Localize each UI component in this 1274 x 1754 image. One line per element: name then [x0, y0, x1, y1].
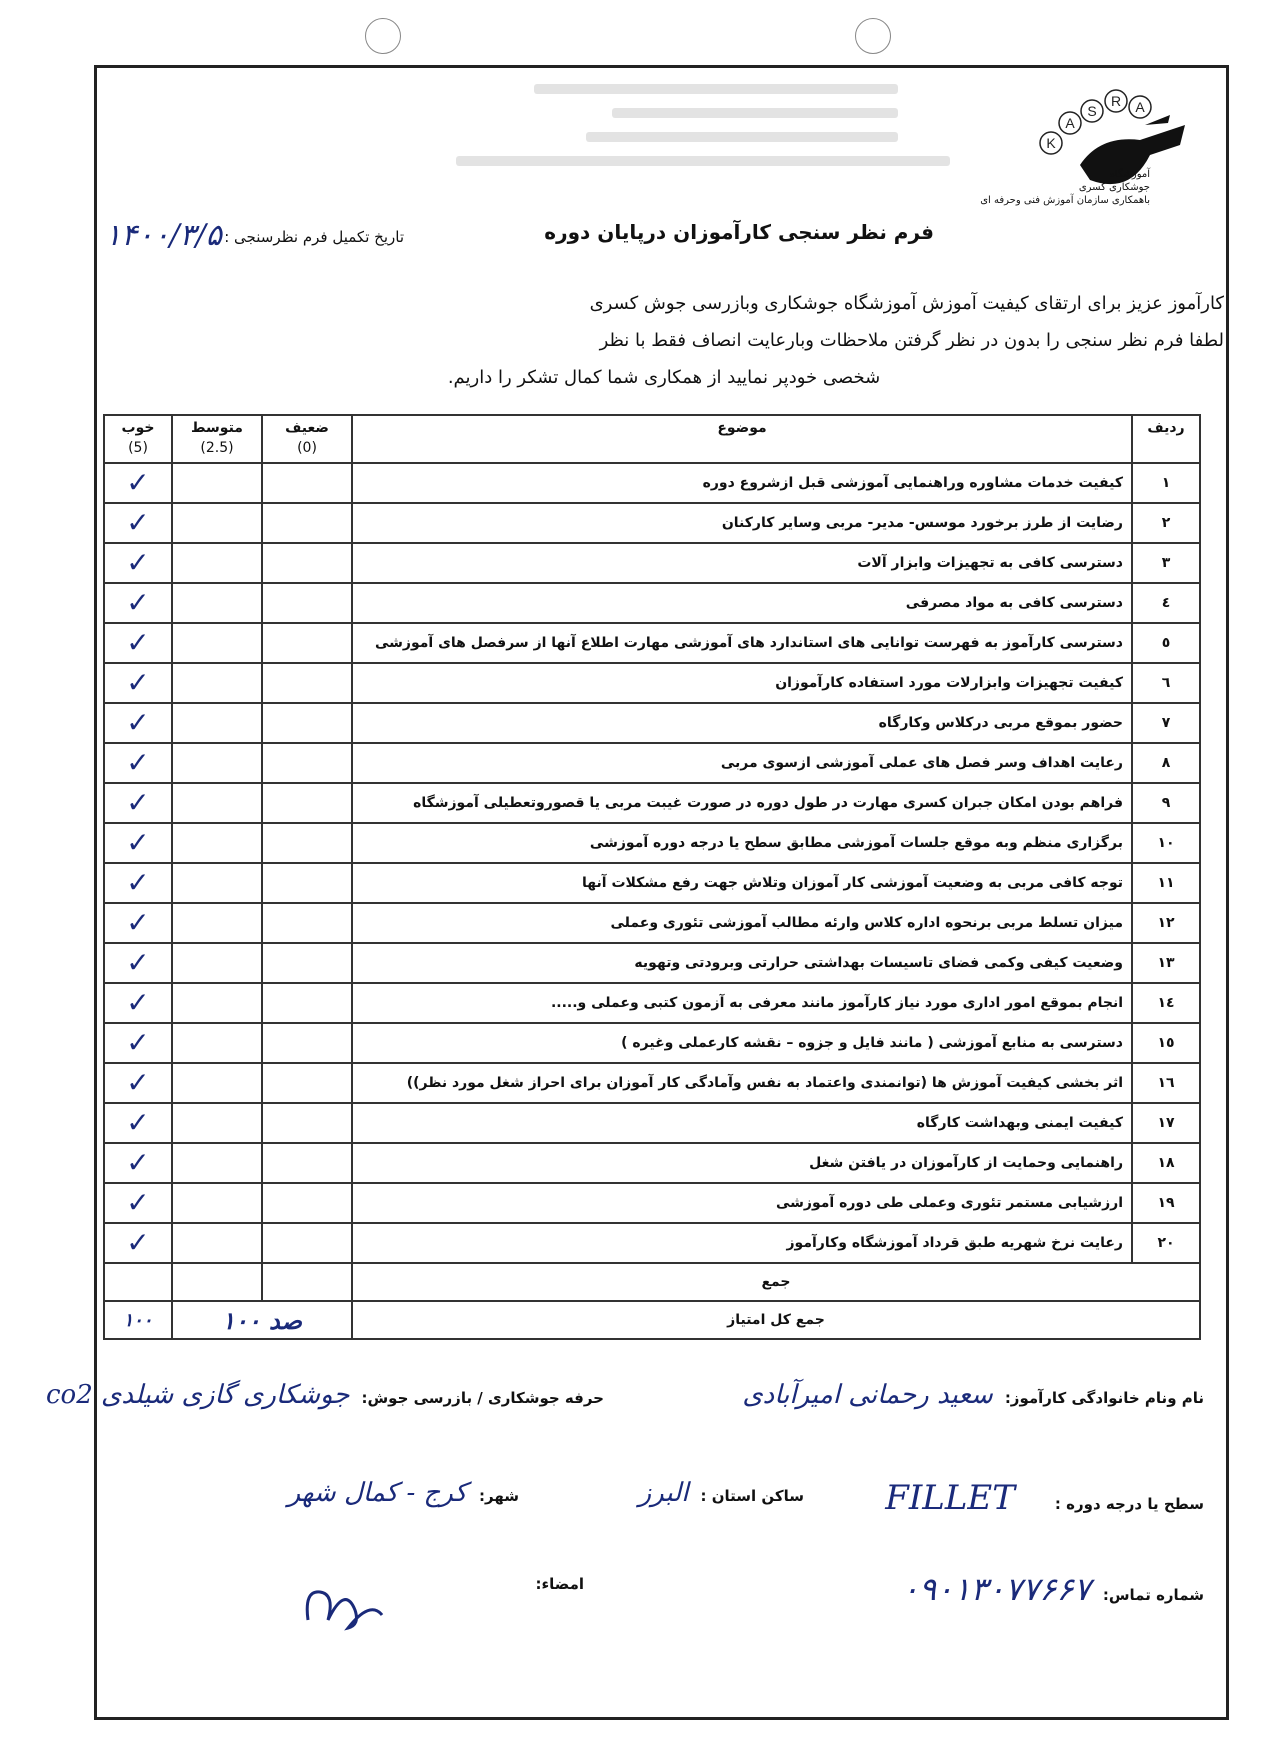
rating-good-cell[interactable] — [104, 823, 172, 863]
rating-good-cell[interactable] — [104, 1143, 172, 1183]
rating-good-cell[interactable] — [104, 743, 172, 783]
row-number: ۱٦ — [1132, 1063, 1200, 1103]
checkmark-icon: ✓ — [126, 906, 150, 939]
rating-weak-cell[interactable] — [262, 1023, 352, 1063]
row-number: ۱۹ — [1132, 1183, 1200, 1223]
rating-good-cell[interactable] — [104, 863, 172, 903]
rating-good-cell[interactable] — [104, 503, 172, 543]
checkmark-icon: ✓ — [126, 666, 150, 699]
total-handwritten[interactable]: صد ۱۰۰ — [172, 1301, 352, 1339]
date-label: تاریخ تکمیل فرم نظرسنجی : — [224, 228, 404, 246]
rating-mid-cell[interactable] — [172, 1063, 262, 1103]
rating-good-cell[interactable] — [104, 1063, 172, 1103]
phone-field — [902, 1570, 1204, 1608]
table-row — [104, 903, 1200, 943]
header-num: ردیف — [1132, 415, 1200, 463]
rating-mid-cell[interactable] — [172, 1103, 262, 1143]
row-topic: کیفیت تجهیزات وابزارلات مورد استفاده کارآموزان — [352, 663, 1132, 703]
rating-good-cell[interactable] — [104, 943, 172, 983]
rating-good-cell[interactable] — [104, 1103, 172, 1143]
city-value[interactable]: کرج - کمال شهر — [287, 1478, 468, 1508]
level-field — [885, 1478, 1204, 1518]
row-number: ۷ — [1132, 703, 1200, 743]
checkmark-icon: ✓ — [126, 946, 150, 979]
rating-good-cell[interactable] — [104, 703, 172, 743]
rating-weak-cell[interactable] — [262, 1223, 352, 1263]
rating-weak-cell[interactable] — [262, 983, 352, 1023]
rating-mid-cell[interactable] — [172, 663, 262, 703]
row-number: ٤ — [1132, 583, 1200, 623]
rating-mid-cell[interactable] — [172, 863, 262, 903]
intro-paragraph: کارآموز عزیز برای ارتقای کیفیت آموزش آموزشگاه جوشکاری وبازرسی جوش کسری لطفا فرم نظر سنجی را بدون در نظر گرفتن ملاحظات وبارعایت انصاف فقط با نظر شخصی خودپر نمایید از همکاری شما کمال تشکر را داریم. — [447, 293, 1224, 388]
rating-weak-cell[interactable] — [262, 463, 352, 503]
rating-good-cell[interactable] — [104, 1223, 172, 1263]
row-topic: دسترسی کافی به تجهیزات وابزار آلات — [352, 543, 1132, 583]
rating-good-cell[interactable] — [104, 1023, 172, 1063]
rating-good-cell[interactable] — [104, 543, 172, 583]
checkmark-icon: ✓ — [126, 1186, 150, 1219]
row-number: ۱۷ — [1132, 1103, 1200, 1143]
rating-weak-cell[interactable] — [262, 583, 352, 623]
trade-field — [46, 1380, 604, 1410]
rating-good-cell[interactable] — [104, 623, 172, 663]
checkmark-icon: ✓ — [126, 626, 150, 659]
rating-mid-cell[interactable] — [172, 783, 262, 823]
rating-weak-cell[interactable] — [262, 783, 352, 823]
table-row — [104, 783, 1200, 823]
checkmark-icon: ✓ — [126, 866, 150, 899]
rating-good-cell[interactable] — [104, 583, 172, 623]
rating-weak-cell[interactable] — [262, 543, 352, 583]
province-label: ساکن استان : — [700, 1487, 804, 1505]
row-topic: رعایت اهداف وسر فصل های عملی آموزشی ازسوی مربی — [352, 743, 1132, 783]
rating-mid-cell[interactable] — [172, 823, 262, 863]
checkmark-icon: ✓ — [126, 546, 150, 579]
checkmark-icon: ✓ — [126, 506, 150, 539]
checkmark-icon: ✓ — [126, 1066, 150, 1099]
row-topic: کیفیت ایمنی وبهداشت کارگاه — [352, 1103, 1132, 1143]
row-topic: برگزاری منظم وبه موقع جلسات آموزشی مطابق سطح یا درجه دوره آموزشی — [352, 823, 1132, 863]
rating-mid-cell[interactable] — [172, 463, 262, 503]
table-row — [104, 463, 1200, 503]
rating-weak-cell[interactable] — [262, 503, 352, 543]
table-row — [104, 1063, 1200, 1103]
header-weak: ضعیف (0) — [262, 415, 352, 463]
table-row — [104, 863, 1200, 903]
date-value[interactable]: ۱۴۰۰/۳/۵ — [105, 218, 222, 253]
table-row — [104, 623, 1200, 663]
table-row — [104, 983, 1200, 1023]
row-number: ۱۲ — [1132, 903, 1200, 943]
rating-mid-cell[interactable] — [172, 1183, 262, 1223]
row-topic: راهنمایی وحمایت از کارآموزان در یافتن شغل — [352, 1143, 1132, 1183]
table-row — [104, 583, 1200, 623]
trade-value[interactable]: جوشکاری گازی شیلدی co2 — [46, 1380, 350, 1410]
table-row — [104, 1023, 1200, 1063]
city-label: شهر: — [479, 1487, 519, 1505]
rating-mid-cell[interactable] — [172, 503, 262, 543]
punch-hole — [855, 18, 891, 54]
rating-good-cell[interactable] — [104, 903, 172, 943]
row-topic: توجه کافی مربی به وضعیت آموزشی کار آموزان وتلاش جهت رفع مشکلات آنها — [352, 863, 1132, 903]
row-number: ۲۰ — [1132, 1223, 1200, 1263]
row-number: ۱٥ — [1132, 1023, 1200, 1063]
checkmark-icon: ✓ — [126, 586, 150, 619]
rating-weak-cell[interactable] — [262, 823, 352, 863]
punch-hole — [365, 18, 401, 54]
rating-good-cell[interactable] — [104, 463, 172, 503]
row-topic: رضایت از طرز برخورد موسس- مدیر- مربی وسایر کارکنان — [352, 503, 1132, 543]
checkmark-icon: ✓ — [126, 786, 150, 819]
table-row — [104, 1143, 1200, 1183]
row-number: ٥ — [1132, 623, 1200, 663]
header-topic: موضوع — [352, 415, 1132, 463]
row-topic: دسترسی به منابع آموزشی ( مانند فایل و جزوه – نقشه کارعملی وغیره ) — [352, 1023, 1132, 1063]
checkmark-icon: ✓ — [126, 706, 150, 739]
logo-letter-k: K — [1046, 135, 1056, 151]
rating-good-cell[interactable] — [104, 663, 172, 703]
rating-mid-cell[interactable] — [172, 623, 262, 663]
header-mid: متوسط (2.5) — [172, 415, 262, 463]
row-number: ۱٤ — [1132, 983, 1200, 1023]
row-number: ۱۱ — [1132, 863, 1200, 903]
rating-mid-cell[interactable] — [172, 743, 262, 783]
checkmark-icon: ✓ — [126, 746, 150, 779]
row-topic: دسترسی کافی به مواد مصرفی — [352, 583, 1132, 623]
province-field — [639, 1478, 804, 1508]
level-label: سطح یا درجه دوره : — [1054, 1495, 1204, 1513]
rating-weak-cell[interactable] — [262, 863, 352, 903]
rating-mid-cell[interactable] — [172, 543, 262, 583]
signature-label: امضاء: — [535, 1575, 584, 1593]
rating-weak-cell[interactable] — [262, 663, 352, 703]
table-row — [104, 663, 1200, 703]
city-field — [288, 1478, 519, 1508]
rating-mid-cell[interactable] — [172, 983, 262, 1023]
checkmark-icon: ✓ — [126, 1146, 150, 1179]
rating-weak-cell[interactable] — [262, 703, 352, 743]
rating-mid-cell[interactable] — [172, 583, 262, 623]
sum-label: جمع — [352, 1263, 1200, 1301]
svg-text:S: S — [1087, 103, 1097, 119]
rating-mid-cell[interactable] — [172, 1223, 262, 1263]
table-row — [104, 1223, 1200, 1263]
rating-mid-cell[interactable] — [172, 1143, 262, 1183]
header-good: خوب (5) — [104, 415, 172, 463]
row-topic: ارزشیابی مستمر تئوری وعملی طی دوره آموزشی — [352, 1183, 1132, 1223]
table-row — [104, 1103, 1200, 1143]
row-topic: دسترسی کارآموز به فهرست توانایی های استاندارد های آموزشی مهارت اطلاع آنها از سرفصل های آموزشی — [352, 623, 1132, 663]
total-number[interactable]: ۱۰۰ — [104, 1301, 172, 1339]
rating-good-cell[interactable] — [104, 783, 172, 823]
table-row — [104, 1183, 1200, 1223]
row-topic: انجام بموقع امور اداری مورد نیاز کارآموز مانند معرفی به آزمون کتبی وعملی و..... — [352, 983, 1132, 1023]
rating-weak-cell[interactable] — [262, 1143, 352, 1183]
rating-weak-cell[interactable] — [262, 903, 352, 943]
checkmark-icon: ✓ — [126, 1106, 150, 1139]
svg-text:R: R — [1110, 93, 1122, 109]
signature — [300, 1580, 390, 1640]
row-topic: اثر بخشی کیفیت آموزش ها (توانمندی واعتماد به نفس وآمادگی کار آموزان برای احراز شغل مورد نظر)) — [352, 1063, 1132, 1103]
row-topic: رعایت نرخ شهریه طبق قرداد آموزشگاه وکارآموز — [352, 1223, 1132, 1263]
rating-weak-cell[interactable] — [262, 943, 352, 983]
rating-good-cell[interactable] — [104, 1183, 172, 1223]
logo-caption: آموزشگاه جوشکاری کسری باهمکاری سازمان آموزش فنی وحرفه ای — [980, 169, 1150, 206]
checkmark-icon: ✓ — [126, 1226, 150, 1259]
table-row — [104, 823, 1200, 863]
rating-mid-cell[interactable] — [172, 943, 262, 983]
total-label: جمع کل امتیاز — [352, 1301, 1200, 1339]
row-number: ٦ — [1132, 663, 1200, 703]
checkmark-icon: ✓ — [126, 826, 150, 859]
trainee-name-value[interactable]: سعید رحمانی امیرآبادی — [742, 1380, 993, 1410]
rating-weak-cell[interactable] — [262, 1063, 352, 1103]
evaluation-table — [103, 414, 1201, 1340]
rating-mid-cell[interactable] — [172, 1023, 262, 1063]
phone-label: شماره تماس: — [1102, 1586, 1204, 1604]
level-value[interactable]: FILLET — [885, 1478, 1015, 1518]
rating-good-cell[interactable] — [104, 983, 172, 1023]
rating-weak-cell[interactable] — [262, 623, 352, 663]
row-number: ۱ — [1132, 463, 1200, 503]
trade-label: حرفه جوشکاری / بازرسی جوش: — [361, 1389, 604, 1407]
phone-value[interactable]: ۰۹۰۱۳۰۷۷۶۶۷ — [901, 1570, 1091, 1608]
form-title: فرم نظر سنجی کارآموزان درپایان دوره — [544, 220, 934, 244]
row-number: ۳ — [1132, 543, 1200, 583]
province-value[interactable]: البرز — [638, 1478, 689, 1508]
row-number: ۲ — [1132, 503, 1200, 543]
rating-weak-cell[interactable] — [262, 743, 352, 783]
table-row — [104, 543, 1200, 583]
row-topic: کیفیت خدمات مشاوره وراهنمایی آموزشی قبل ازشروع دوره — [352, 463, 1132, 503]
checkmark-icon: ✓ — [126, 986, 150, 1019]
row-topic: فراهم بودن امکان جبران کسری مهارت در طول دوره در صورت غیبت مربی یا قصوروتعطیلی آموزشگاه — [352, 783, 1132, 823]
row-topic: وضعیت کیفی وکمی فضای تاسیسات بهداشتی حرارتی وبرودتی وتهویه — [352, 943, 1132, 983]
row-topic: میزان تسلط مربی برنحوه اداره کلاس وارئه مطالب آموزشی تئوری وعملی — [352, 903, 1132, 943]
checkmark-icon: ✓ — [126, 466, 150, 499]
rating-weak-cell[interactable] — [262, 1103, 352, 1143]
rating-mid-cell[interactable] — [172, 903, 262, 943]
rating-mid-cell[interactable] — [172, 703, 262, 743]
row-number: ۹ — [1132, 783, 1200, 823]
row-number: ۱۳ — [1132, 943, 1200, 983]
trainee-name-label: نام ونام خانوادگی کارآموز: — [1004, 1389, 1204, 1407]
trainee-name-field — [742, 1380, 1204, 1410]
table-row — [104, 743, 1200, 783]
svg-text:A: A — [1135, 99, 1145, 115]
row-number: ۸ — [1132, 743, 1200, 783]
faded-letterhead — [430, 70, 950, 190]
row-number: ۱۸ — [1132, 1143, 1200, 1183]
checkmark-icon: ✓ — [126, 1026, 150, 1059]
rating-weak-cell[interactable] — [262, 1183, 352, 1223]
table-row — [104, 703, 1200, 743]
row-topic: حضور بموقع مربی درکلاس وکارگاه — [352, 703, 1132, 743]
table-row — [104, 943, 1200, 983]
table-row — [104, 503, 1200, 543]
row-number: ۱۰ — [1132, 823, 1200, 863]
svg-text:A: A — [1065, 115, 1075, 131]
